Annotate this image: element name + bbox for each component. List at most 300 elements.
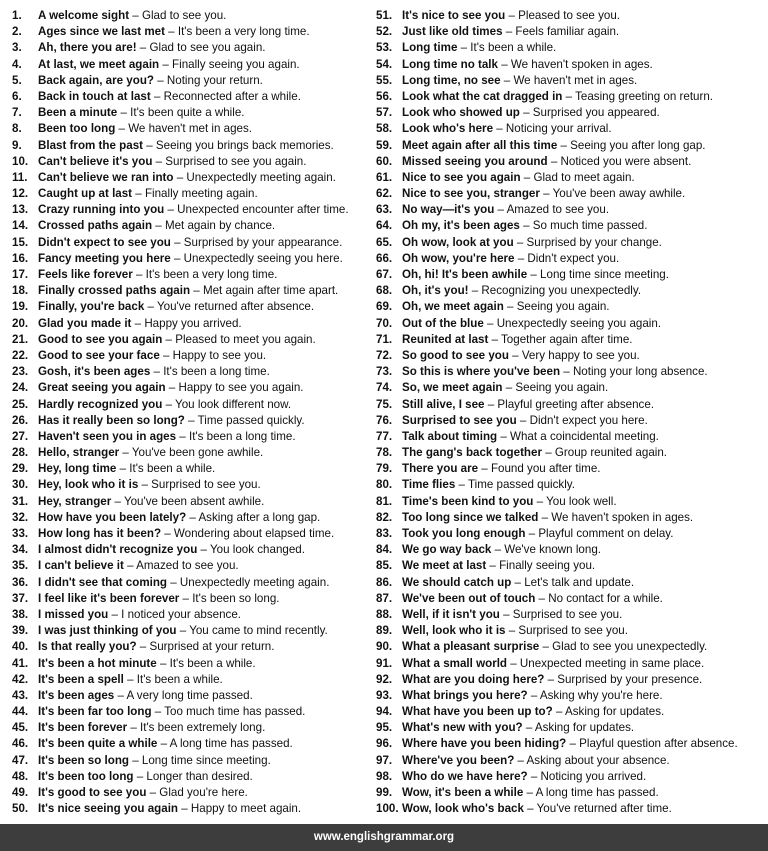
item-separator: –: [491, 543, 505, 557]
item-separator: –: [131, 316, 145, 330]
item-text: [38, 89, 301, 105]
item-text: [402, 720, 634, 736]
item-separator: –: [186, 510, 199, 524]
left-column: [12, 8, 372, 817]
item-separator: –: [535, 591, 549, 605]
list-item: [12, 413, 372, 429]
list-item: [12, 558, 372, 574]
item-phrase: Time flies: [402, 478, 456, 492]
list-item: [12, 8, 372, 24]
item-number: 29.: [12, 462, 29, 476]
item-meaning: Unexpectedly seeing you again.: [496, 316, 662, 330]
item-phrase: Missed seeing you around: [402, 154, 548, 168]
item-phrase: So, we meet again: [402, 381, 503, 395]
item-number: 36.: [12, 575, 29, 589]
item-number: 20.: [12, 316, 29, 330]
item-text: [402, 332, 633, 348]
item-meaning: Feels familiar again.: [515, 25, 620, 39]
item-number: 18.: [12, 284, 29, 298]
list-item: [376, 170, 766, 186]
item-meaning: Surprised you appeared.: [532, 106, 660, 120]
item-text: [38, 672, 223, 688]
item-meaning: Happy to see you again.: [178, 381, 304, 395]
item-phrase: The gang's back together: [402, 446, 542, 460]
item-text: [402, 445, 667, 461]
item-text: [402, 429, 659, 445]
item-meaning: Group reunited again.: [554, 446, 668, 460]
item-phrase: Good to see your face: [38, 348, 160, 362]
item-separator: –: [129, 753, 142, 767]
item-separator: –: [151, 705, 165, 719]
list-item: [376, 397, 766, 413]
item-meaning: You've been gone awhile.: [131, 446, 264, 460]
list-item: [376, 623, 766, 639]
item-text: [38, 607, 241, 623]
item-phrase: I almost didn't recognize you: [38, 543, 198, 557]
item-meaning: Wondering about elapsed time.: [173, 527, 335, 540]
item-meaning: We haven't met in ages.: [513, 73, 638, 87]
item-text: [402, 526, 673, 542]
item-phrase: Wow, it's been a while: [402, 786, 524, 799]
item-meaning: Surprised to see you again.: [165, 154, 307, 168]
item-separator: –: [525, 527, 539, 540]
item-number: 31.: [12, 494, 29, 508]
list-item: [376, 105, 766, 121]
list-item: [376, 639, 766, 655]
item-phrase: Didn't expect to see you: [38, 235, 171, 249]
item-phrase: Finally crossed paths again: [38, 284, 191, 298]
item-number: 1.: [12, 9, 22, 22]
list-item: [12, 186, 372, 202]
item-number: 80.: [376, 478, 393, 492]
list-item: [376, 656, 766, 672]
item-meaning: It's been a while.: [470, 41, 557, 55]
item-meaning: Unexpected encounter after time.: [177, 203, 349, 217]
item-phrase: Nice to see you again: [402, 170, 521, 184]
item-text: [38, 186, 258, 202]
item-separator: –: [502, 381, 516, 395]
list-item: [12, 380, 372, 396]
item-separator: –: [523, 786, 536, 799]
item-meaning: It's been extremely long.: [140, 721, 266, 735]
item-number: 67.: [376, 268, 393, 281]
item-separator: –: [132, 268, 146, 281]
item-number: 48.: [12, 769, 29, 783]
item-meaning: No contact for a while.: [548, 591, 663, 605]
item-meaning: Unexpectedly meeting again.: [186, 170, 336, 184]
list-item: [376, 202, 766, 218]
list-item: [376, 801, 766, 817]
item-phrase: Surprised to see you: [402, 413, 517, 427]
item-meaning: Surprised at your return.: [149, 640, 275, 654]
item-text: [38, 510, 320, 526]
item-phrase: It's been far too long: [38, 705, 152, 719]
item-meaning: You've returned after absence.: [156, 300, 315, 314]
item-phrase: No way—it's you: [402, 203, 495, 217]
item-meaning: Didn't expect you.: [527, 251, 620, 265]
item-number: 72.: [376, 348, 393, 362]
item-phrase: Blast from the past: [38, 138, 144, 152]
item-separator: –: [562, 89, 576, 103]
list-item: [12, 89, 372, 105]
item-number: 44.: [12, 705, 29, 719]
item-separator: –: [111, 494, 124, 508]
item-number: 92.: [376, 672, 393, 686]
item-text: [402, 736, 738, 752]
list-item: [376, 704, 766, 720]
item-separator: –: [513, 235, 527, 249]
item-phrase: Been too long: [38, 122, 116, 136]
item-phrase: We should catch up: [402, 575, 512, 589]
list-item: [376, 558, 766, 574]
list-item: [12, 477, 372, 493]
item-text: [38, 138, 334, 154]
item-separator: –: [197, 543, 210, 557]
item-separator: –: [117, 106, 131, 120]
item-text: [38, 8, 226, 24]
item-meaning: Seeing you again.: [515, 381, 609, 395]
item-text: [402, 656, 704, 672]
list-item: [376, 688, 766, 704]
item-phrase: Where've you been?: [402, 753, 515, 767]
item-meaning: A long time has passed.: [169, 737, 293, 751]
item-text: [402, 24, 619, 40]
item-text: [38, 753, 271, 769]
item-separator: –: [468, 284, 482, 298]
item-phrase: We've been out of touch: [402, 591, 536, 605]
list-item: [376, 251, 766, 267]
item-separator: –: [119, 446, 132, 460]
item-number: 93.: [376, 688, 393, 702]
list-item: [12, 656, 372, 672]
item-text: [402, 494, 617, 510]
item-number: 89.: [376, 624, 393, 638]
item-text: [38, 801, 301, 817]
item-number: 15.: [12, 235, 29, 249]
item-text: [402, 575, 634, 591]
item-text: [38, 785, 248, 801]
item-separator: –: [478, 462, 491, 476]
item-number: 14.: [12, 219, 29, 233]
item-number: 55.: [376, 73, 393, 87]
item-meaning: Seeing you brings back memories.: [155, 138, 334, 152]
item-text: [402, 218, 647, 234]
item-separator: –: [507, 656, 520, 670]
item-text: [38, 769, 253, 785]
item-number: 82.: [376, 510, 393, 524]
item-meaning: Surprised to see you.: [512, 607, 623, 621]
item-phrase: What have you been up to?: [402, 705, 553, 719]
list-item: [12, 672, 372, 688]
item-phrase: Good to see you again: [38, 332, 163, 346]
item-text: [402, 623, 628, 639]
list-item: [12, 40, 372, 56]
item-phrase: Fancy meeting you here: [38, 251, 171, 265]
item-number: 49.: [12, 786, 29, 799]
item-phrase: So this is where you've been: [402, 365, 561, 379]
item-meaning: Long time since meeting.: [141, 753, 271, 767]
list-item: [376, 316, 766, 332]
item-number: 100.: [376, 802, 399, 816]
item-text: [38, 154, 306, 170]
item-text: [402, 785, 659, 801]
item-meaning: Unexpected meeting in same place.: [519, 656, 705, 670]
item-separator: –: [497, 57, 511, 71]
item-meaning: Happy you arrived.: [144, 316, 242, 330]
item-phrase: What a small world: [402, 656, 508, 670]
item-separator: –: [165, 381, 179, 395]
item-separator: –: [533, 494, 547, 508]
item-meaning: Noticing you arrived.: [540, 769, 647, 783]
item-text: [38, 397, 291, 413]
item-text: [402, 639, 707, 655]
list-item: [12, 283, 372, 299]
item-text: [402, 283, 641, 299]
item-text: [38, 73, 263, 89]
list-item: [12, 510, 372, 526]
item-separator: –: [114, 688, 127, 702]
item-meaning: Met again by chance.: [164, 219, 276, 233]
item-text: [402, 461, 601, 477]
list-item: [12, 154, 372, 170]
item-phrase: Hello, stranger: [38, 446, 120, 460]
item-separator: –: [557, 138, 571, 152]
item-meaning: Finally seeing you.: [499, 559, 596, 573]
item-phrase: Haven't seen you in ages: [38, 429, 177, 443]
item-text: [402, 558, 595, 574]
item-text: [38, 202, 349, 218]
item-separator: –: [538, 510, 552, 524]
item-separator: –: [150, 89, 164, 103]
list-item: [376, 332, 766, 348]
list-item: [376, 283, 766, 299]
item-separator: –: [152, 154, 166, 168]
item-separator: –: [455, 478, 468, 492]
item-number: 65.: [376, 235, 393, 249]
item-meaning: Pleased to meet you again.: [175, 332, 316, 346]
item-separator: –: [527, 769, 541, 783]
item-meaning: It's been a while.: [136, 672, 223, 686]
item-number: 75.: [376, 397, 393, 411]
item-separator: –: [184, 413, 198, 427]
item-meaning: You've returned after time.: [536, 802, 672, 816]
item-meaning: Time passed quickly.: [467, 478, 575, 492]
item-phrase: Glad you made it: [38, 316, 132, 330]
list-item: [12, 591, 372, 607]
item-text: [402, 397, 654, 413]
item-phrase: Oh wow, you're here: [402, 251, 515, 265]
item-number: 11.: [12, 170, 28, 184]
item-separator: –: [488, 332, 502, 346]
item-phrase: It's nice to see you: [402, 9, 506, 22]
item-text: [38, 316, 242, 332]
list-item: [12, 720, 372, 736]
item-number: 69.: [376, 300, 393, 314]
list-item: [12, 494, 372, 510]
item-phrase: At last, we meet again: [38, 57, 160, 71]
item-phrase: So good to see you: [402, 348, 509, 362]
item-text: [38, 575, 329, 591]
item-meaning: Finally seeing you again.: [172, 57, 300, 71]
item-phrase: It's been ages: [38, 688, 115, 702]
list-item: [376, 8, 766, 24]
item-meaning: You've been away awhile.: [552, 187, 686, 201]
item-meaning: Unexpectedly seeing you here.: [183, 251, 343, 265]
item-number: 52.: [376, 25, 393, 39]
item-text: [38, 736, 293, 752]
item-meaning: You look different now.: [175, 397, 292, 411]
list-item: [12, 24, 372, 40]
item-meaning: Playful greeting after absence.: [497, 397, 655, 411]
item-number: 7.: [12, 106, 22, 120]
item-meaning: Surprised to see you.: [151, 478, 261, 492]
item-separator: –: [494, 203, 507, 217]
item-phrase: Talk about timing: [402, 429, 498, 443]
item-text: [402, 121, 612, 137]
list-item: [376, 267, 766, 283]
list-item: [12, 801, 372, 817]
item-phrase: Well, if it isn't you: [402, 607, 500, 621]
item-meaning: Pleased to see you.: [518, 9, 621, 22]
item-text: [402, 769, 646, 785]
item-phrase: Is that really you?: [38, 640, 137, 654]
list-item: [12, 332, 372, 348]
item-text: [402, 8, 620, 24]
item-text: [38, 688, 253, 704]
item-meaning: You look well.: [546, 494, 617, 508]
item-separator: –: [143, 138, 156, 152]
item-separator: –: [552, 705, 565, 719]
item-separator: –: [547, 154, 561, 168]
item-separator: –: [523, 802, 537, 816]
item-meaning: Glad to meet again.: [533, 170, 635, 184]
list-item: [376, 348, 766, 364]
item-meaning: Asking why you're here.: [539, 688, 663, 702]
list-item: [376, 526, 766, 542]
item-separator: –: [527, 268, 541, 281]
item-phrase: It's nice seeing you again: [38, 802, 178, 816]
item-separator: –: [541, 446, 555, 460]
item-number: 91.: [376, 656, 393, 670]
item-meaning: Recognizing you unexpectedly.: [481, 284, 642, 298]
item-text: [402, 704, 664, 720]
item-phrase: How long has it been?: [38, 527, 162, 540]
item-number: 74.: [376, 381, 393, 395]
item-number: 45.: [12, 721, 29, 735]
item-meaning: Noting your long absence.: [572, 365, 708, 379]
item-phrase: Who do we have here?: [402, 769, 528, 783]
item-number: 22.: [12, 348, 29, 362]
item-meaning: Glad you're here.: [159, 786, 248, 799]
item-phrase: Oh, it's you!: [402, 284, 469, 298]
item-number: 58.: [376, 122, 393, 136]
list-item: [12, 121, 372, 137]
item-meaning: Reconnected after a while.: [163, 89, 301, 103]
item-phrase: It's been too long: [38, 769, 134, 783]
item-phrase: Out of the blue: [402, 316, 484, 330]
item-number: 70.: [376, 316, 393, 330]
item-number: 60.: [376, 154, 393, 168]
item-meaning: It's been a long time.: [188, 429, 296, 443]
item-text: [38, 445, 263, 461]
item-separator: –: [170, 251, 184, 265]
item-meaning: Playful question after absence.: [579, 737, 738, 751]
item-text: [38, 235, 342, 251]
item-separator: –: [129, 9, 142, 22]
list-item: [12, 267, 372, 283]
item-number: 23.: [12, 365, 29, 379]
item-text: [38, 364, 270, 380]
item-separator: –: [167, 575, 180, 589]
item-text: [402, 57, 653, 73]
item-separator: –: [514, 753, 527, 767]
item-number: 79.: [376, 462, 393, 476]
item-separator: –: [123, 672, 137, 686]
item-number: 77.: [376, 429, 393, 443]
item-separator: –: [497, 429, 511, 443]
item-separator: –: [499, 607, 513, 621]
item-text: [402, 73, 637, 89]
list-item: [376, 720, 766, 736]
list-item: [12, 769, 372, 785]
item-text: [38, 267, 277, 283]
item-text: [38, 251, 343, 267]
footer-site-url[interactable]: www.englishgrammar.org: [313, 831, 455, 843]
item-meaning: Asking after a long gap.: [198, 510, 321, 524]
item-separator: –: [508, 348, 522, 362]
item-number: 71.: [376, 332, 393, 346]
list-item: [12, 57, 372, 73]
item-separator: –: [156, 656, 170, 670]
item-separator: –: [108, 607, 122, 621]
item-separator: –: [516, 413, 530, 427]
item-number: 68.: [376, 284, 393, 298]
item-separator: –: [159, 348, 173, 362]
item-phrase: Great seeing you again: [38, 381, 166, 395]
item-text: [38, 526, 334, 542]
item-number: 57.: [376, 106, 393, 120]
item-number: 86.: [376, 575, 393, 589]
item-separator: –: [500, 73, 514, 87]
list-item: [376, 57, 766, 73]
item-phrase: Gosh, it's been ages: [38, 365, 151, 379]
item-number: 2.: [12, 25, 22, 39]
item-number: 28.: [12, 446, 29, 460]
item-number: 54.: [376, 57, 393, 71]
item-meaning: Asking about your absence.: [526, 753, 670, 767]
item-text: [402, 801, 672, 817]
list-item: [376, 607, 766, 623]
item-phrase: It's been a spell: [38, 672, 124, 686]
item-number: 40.: [12, 640, 29, 654]
item-phrase: I missed you: [38, 607, 109, 621]
item-phrase: I can't believe it: [38, 559, 124, 573]
item-number: 56.: [376, 89, 393, 103]
item-separator: –: [176, 624, 190, 638]
list-item: [12, 316, 372, 332]
item-separator: –: [560, 365, 573, 379]
item-meaning: Glad to see you again.: [149, 41, 266, 55]
list-item: [376, 218, 766, 234]
list-item: [376, 445, 766, 461]
list-item: [376, 575, 766, 591]
item-separator: –: [173, 170, 187, 184]
item-phrase: Finally, you're back: [38, 300, 145, 314]
item-number: 19.: [12, 300, 29, 314]
item-number: 34.: [12, 543, 29, 557]
item-meaning: Noticed you were absent.: [560, 154, 692, 168]
list-item: [12, 429, 372, 445]
